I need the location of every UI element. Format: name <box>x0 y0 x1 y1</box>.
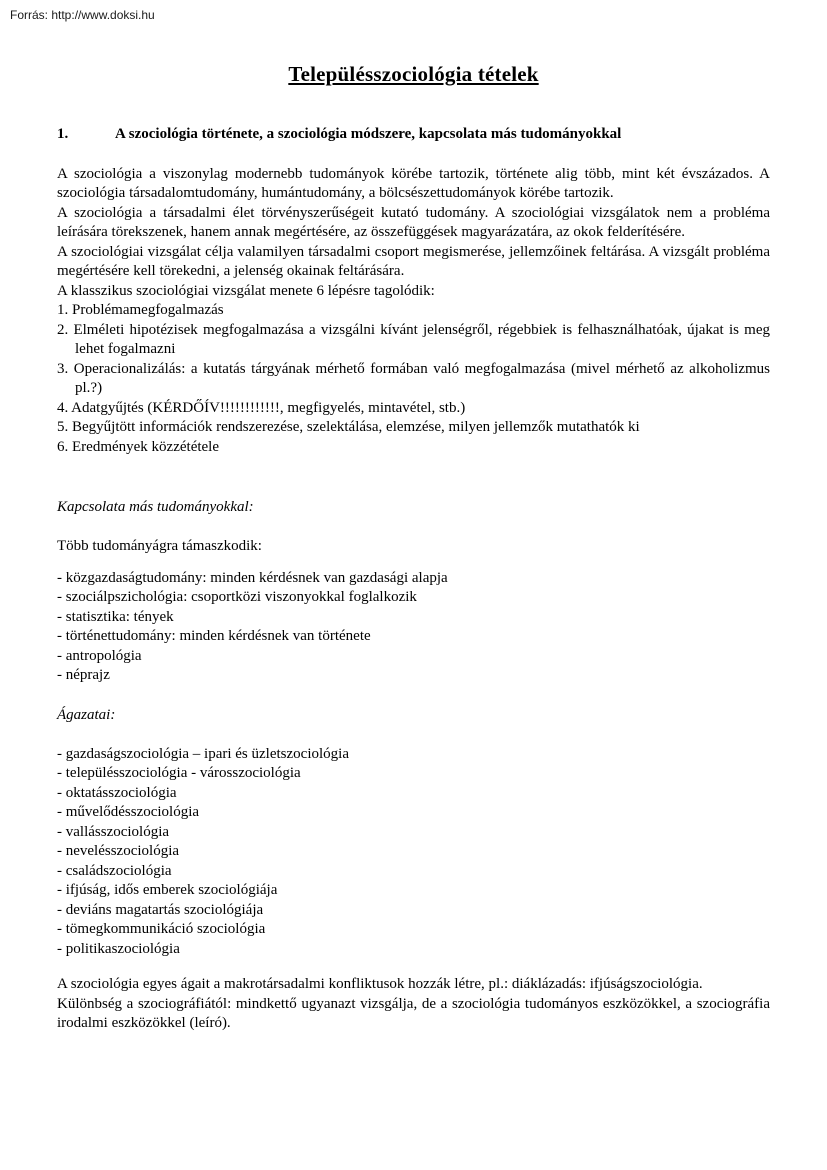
list-item: - tömegkommunikáció szociológia <box>57 921 266 937</box>
related-sciences-list <box>57 569 770 686</box>
paragraph: A szociológia egyes ágait a makrotársadalmi konfliktusok hozzák létre, pl.: diáklázadás: ifjúságszociológia. <box>57 976 703 992</box>
paragraph: A szociológia a társadalmi élet törvényszerűségeit kutató tudomány. A szociológiai vizsgálatok nem a probléma leírására törekszenek, hanem annak megértésére, az összefüggések magyarázatára, az okok felderítésére. <box>57 204 770 240</box>
list-item: - antropológia <box>57 647 142 664</box>
related-sciences-intro: Több tudományágra támaszkodik: <box>57 538 262 554</box>
step-item: 4. Adatgyűjtés (KÉRDŐÍV!!!!!!!!!!!!, megfigyelés, mintavétel, stb.) <box>57 399 466 416</box>
section-number: 1. <box>57 126 69 142</box>
paragraph: A szociológia a viszonylag modernebb tudományok körébe tartozik, története alig több, mint két évszázados. A szociológia társadalomtudomány, humántudomány, a bölcsészettudományok körébe tartozik. <box>57 165 770 201</box>
list-item: - településszociológia - városszociológia <box>57 765 301 781</box>
list-item: - néprajz <box>57 667 110 683</box>
step-item: 1. Problémamegfogalmazás <box>57 302 224 318</box>
list-item: - oktatásszociológia <box>57 784 177 801</box>
list-item: - gazdaságszociológia – ipari és üzletszociológia <box>57 745 349 762</box>
page-title: Településszociológia tételek <box>288 62 539 86</box>
related-sciences-heading: Kapcsolata más tudományokkal: <box>57 499 254 515</box>
list-item: - művelődésszociológia <box>57 804 200 820</box>
step-item: 5. Begyűjtött információk rendszerezése, szelektálása, elemzése, milyen jellemzők mutathatók ki <box>57 419 640 435</box>
branches-list <box>57 745 770 960</box>
list-item: - szociálpszichológia: csoportközi viszonyokkal foglalkozik <box>57 589 417 605</box>
list-item: - történettudomány: minden kérdésnek van története <box>57 628 371 644</box>
paragraph: A klasszikus szociológiai vizsgálat menete 6 lépésre tagolódik: <box>57 282 435 299</box>
list-item: - nevelésszociológia <box>57 843 180 859</box>
intro-paragraphs <box>57 165 770 458</box>
list-item: - vallásszociológia <box>57 823 170 840</box>
step-item: 2. Elméleti hipotézisek megfogalmazása a vizsgálni kívánt jelenségről, régebbiek is felhasználhatóak, újakat is meg lehet fogalmazni <box>57 321 770 357</box>
list-item: - statisztika: tények <box>57 608 174 625</box>
list-item: - családszociológia <box>57 862 172 879</box>
section-heading <box>57 125 770 145</box>
source-url-text: Forrás: http://www.doksi.hu <box>10 8 155 22</box>
list-item: - ifjúság, idős emberek szociológiája <box>57 882 278 898</box>
closing-paragraphs <box>57 975 770 1034</box>
step-item: 6. Eredmények közzététele <box>57 438 219 455</box>
paragraph: A szociológiai vizsgálat célja valamilyen társadalmi csoport megismerése, jellemzőinek feltárása. A vizsgált probléma megértésére kell törekedni, a jelenség okainak feltárására. <box>57 243 770 279</box>
branches-heading: Ágazatai: <box>57 706 116 723</box>
list-item: - deviáns magatartás szociológiája <box>57 901 264 918</box>
section-title: A szociológia története, a szociológia módszere, kapcsolata más tudományokkal <box>115 126 622 142</box>
paragraph: Különbség a szociográfiától: mindkettő ugyanazt vizsgálja, de a szociológia tudományos eszközökkel, a szociográfia irodalmi eszközökkel (leíró). <box>57 995 770 1031</box>
list-item: - politikaszociológia <box>57 940 180 957</box>
step-item: 3. Operacionalizálás: a kutatás tárgyának mérhető formában való megfogalmazása (mivel mérhető az alkoholizmus pl.?) <box>57 360 770 396</box>
list-item: - közgazdaságtudomány: minden kérdésnek van gazdasági alapja <box>57 569 448 586</box>
document-body <box>57 125 770 1034</box>
